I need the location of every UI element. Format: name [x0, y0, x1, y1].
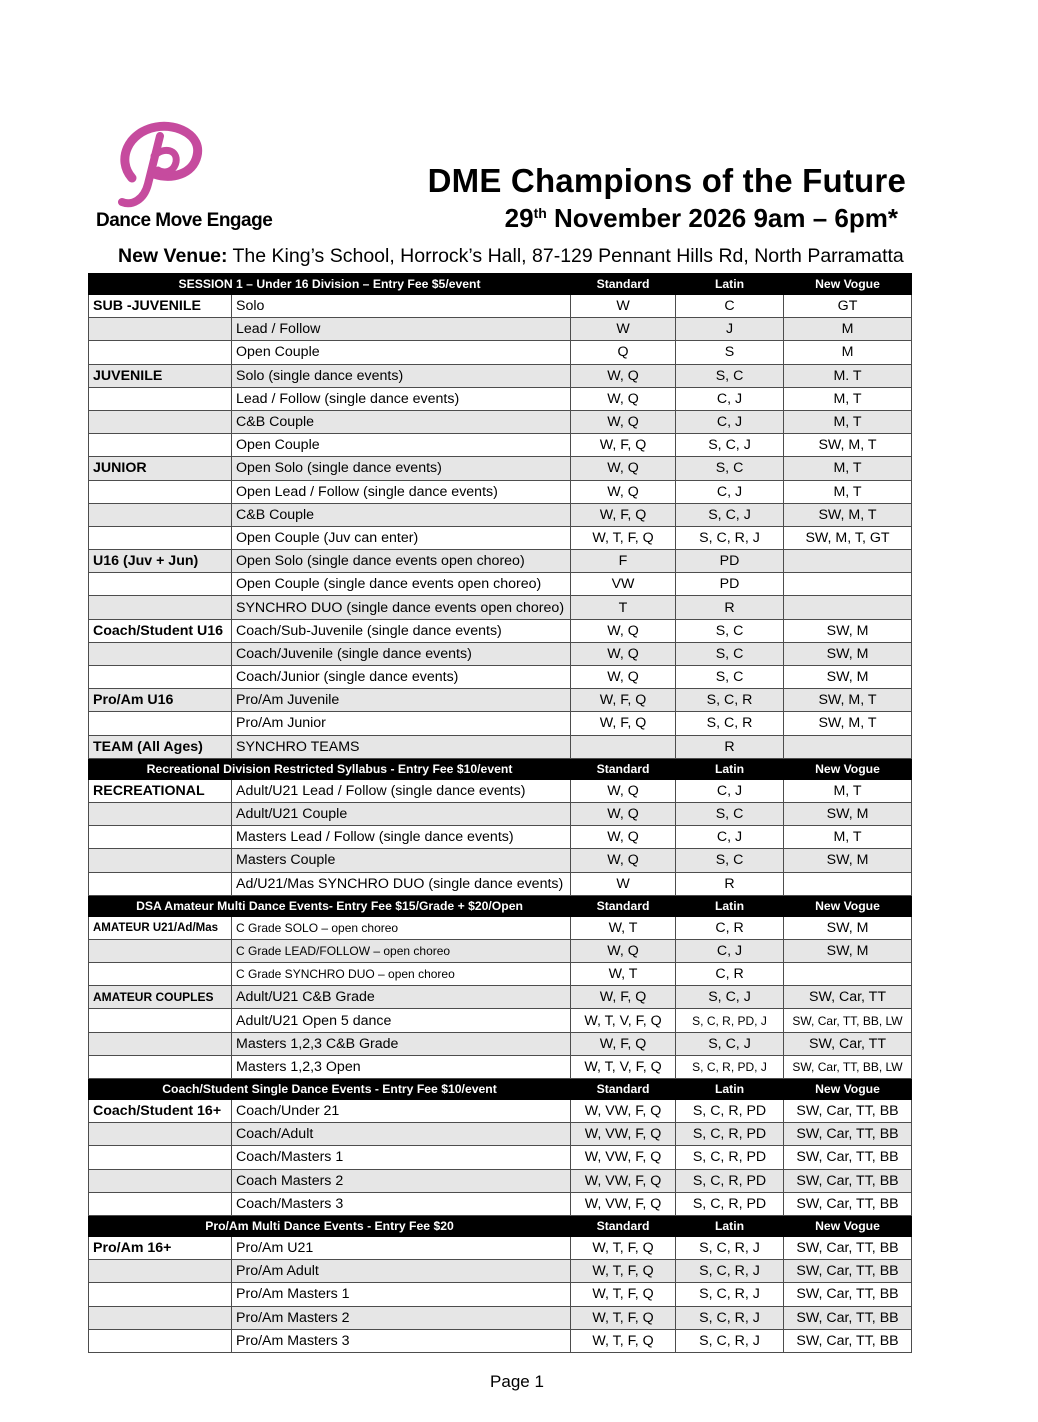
category-cell: Pro/Am U16 [89, 689, 232, 712]
standard-cell: W, Q [571, 826, 676, 849]
event-cell: C Grade SOLO – open choreo [232, 916, 571, 939]
new-vogue-cell: M [784, 341, 912, 364]
latin-cell: S, C [676, 457, 784, 480]
table-row [89, 480, 912, 503]
table-row [89, 364, 912, 387]
dme-logo-icon [110, 120, 214, 210]
standard-cell: W [571, 318, 676, 341]
standard-cell: W, Q [571, 849, 676, 872]
new-vogue-cell: SW, Car, TT, BB [784, 1236, 912, 1259]
table-row [89, 503, 912, 526]
event-cell: Open Couple [232, 434, 571, 457]
event-cell: Lead / Follow [232, 318, 571, 341]
new-vogue-cell: SW, M [784, 619, 912, 642]
new-vogue-cell: SW, M, T [784, 689, 912, 712]
column-header: Standard [571, 274, 676, 295]
event-cell: Coach/Junior (single dance events) [232, 666, 571, 689]
category-cell: U16 (Juv + Jun) [89, 550, 232, 573]
latin-cell: S, C [676, 642, 784, 665]
table-row [89, 1009, 912, 1032]
latin-cell: S, C, R, J [676, 526, 784, 549]
table-row [89, 1146, 912, 1169]
standard-cell: W, Q [571, 666, 676, 689]
category-cell: Coach/Student U16 [89, 619, 232, 642]
category-cell [89, 849, 232, 872]
table-row [89, 387, 912, 410]
new-vogue-cell: M [784, 318, 912, 341]
table-row [89, 826, 912, 849]
standard-cell: W, VW, F, Q [571, 1100, 676, 1123]
category-cell [89, 1192, 232, 1215]
table-row [89, 939, 912, 962]
event-cell: Lead / Follow (single dance events) [232, 387, 571, 410]
event-cell: Masters 1,2,3 C&B Grade [232, 1032, 571, 1055]
new-vogue-cell: SW, Car, TT, BB [784, 1260, 912, 1283]
event-cell: Open Solo (single dance events) [232, 457, 571, 480]
new-vogue-cell: SW, Car, TT [784, 1032, 912, 1055]
table-row [89, 916, 912, 939]
latin-cell: C, J [676, 410, 784, 433]
category-cell [89, 341, 232, 364]
section-title: SESSION 1 – Under 16 Division – Entry Fee $5/event [89, 274, 571, 295]
category-cell [89, 939, 232, 962]
new-vogue-cell: SW, Car, TT, BB [784, 1306, 912, 1329]
table-row [89, 295, 912, 318]
latin-cell: S, C, R, PD, J [676, 1055, 784, 1078]
standard-cell: W, F, Q [571, 1032, 676, 1055]
category-cell [89, 480, 232, 503]
event-cell: Coach/Under 21 [232, 1100, 571, 1123]
logo-text: Dance Move Engage [96, 210, 273, 231]
column-header: New Vogue [784, 895, 912, 916]
new-vogue-cell: M, T [784, 387, 912, 410]
table-row [89, 963, 912, 986]
table-row [89, 410, 912, 433]
event-cell: Pro/Am Masters 2 [232, 1306, 571, 1329]
table-row [89, 802, 912, 825]
table-row [89, 573, 912, 596]
new-vogue-cell: M, T [784, 826, 912, 849]
column-header: New Vogue [784, 758, 912, 779]
page-number: Page 1 [490, 1372, 544, 1391]
column-header: New Vogue [784, 274, 912, 295]
event-cell: Open Couple [232, 341, 571, 364]
category-cell [89, 1169, 232, 1192]
column-header: Latin [676, 895, 784, 916]
latin-cell: J [676, 318, 784, 341]
table-row [89, 1100, 912, 1123]
standard-cell: W [571, 295, 676, 318]
latin-cell: S, C, R, J [676, 1260, 784, 1283]
category-cell [89, 1009, 232, 1032]
category-cell [89, 410, 232, 433]
column-header: Latin [676, 274, 784, 295]
standard-cell: W, F, Q [571, 986, 676, 1009]
standard-cell: W, VW, F, Q [571, 1169, 676, 1192]
table-row [89, 872, 912, 895]
category-cell [89, 1123, 232, 1146]
standard-cell: W, Q [571, 364, 676, 387]
new-vogue-cell: SW, Car, TT, BB [784, 1329, 912, 1352]
table-row [89, 642, 912, 665]
category-cell [89, 642, 232, 665]
category-cell [89, 666, 232, 689]
table-row [89, 526, 912, 549]
category-cell [89, 503, 232, 526]
venue-line [118, 245, 904, 268]
new-vogue-cell: SW, Car, TT [784, 986, 912, 1009]
latin-cell: S, C, R, PD [676, 1146, 784, 1169]
date-day: 29 [504, 203, 534, 233]
standard-cell: W, Q [571, 457, 676, 480]
category-cell: AMATEUR U21/Ad/Mas [89, 916, 232, 939]
latin-cell: C, J [676, 939, 784, 962]
latin-cell: R [676, 596, 784, 619]
new-vogue-cell: SW, M, T, GT [784, 526, 912, 549]
standard-cell: W, F, Q [571, 689, 676, 712]
venue-text: The King’s School, Horrock’s Hall, 87-129 Pennant Hills Rd, North Parramatta [227, 245, 904, 267]
standard-cell: W, T, V, F, Q [571, 1055, 676, 1078]
table-row [89, 1123, 912, 1146]
category-cell [89, 872, 232, 895]
table-row [89, 1306, 912, 1329]
new-vogue-cell: M, T [784, 480, 912, 503]
table-row [89, 341, 912, 364]
standard-cell: W, VW, F, Q [571, 1146, 676, 1169]
standard-cell: W, T, F, Q [571, 1260, 676, 1283]
latin-cell: PD [676, 550, 784, 573]
new-vogue-cell: SW, M [784, 939, 912, 962]
event-cell: Pro/Am Juvenile [232, 689, 571, 712]
standard-cell: W, T, F, Q [571, 1236, 676, 1259]
category-cell: JUNIOR [89, 457, 232, 480]
table-row [89, 712, 912, 735]
standard-cell: W, Q [571, 779, 676, 802]
category-cell [89, 963, 232, 986]
new-vogue-cell: SW, M, T [784, 712, 912, 735]
standard-cell: W, T, F, Q [571, 1306, 676, 1329]
event-cell: Open Couple (single dance events open choreo) [232, 573, 571, 596]
new-vogue-cell: GT [784, 295, 912, 318]
event-cell: Coach/Juvenile (single dance events) [232, 642, 571, 665]
table-row [89, 1236, 912, 1259]
event-cell: Open Couple (Juv can enter) [232, 526, 571, 549]
category-cell [89, 1283, 232, 1306]
table-row [89, 1283, 912, 1306]
new-vogue-cell: M. T [784, 364, 912, 387]
event-cell: Solo [232, 295, 571, 318]
section-title: Coach/Student Single Dance Events - Entry Fee $10/event [89, 1079, 571, 1100]
standard-cell: W, T [571, 963, 676, 986]
latin-cell: S, C, J [676, 1032, 784, 1055]
event-cell: Adult/U21 Couple [232, 802, 571, 825]
new-vogue-cell: M, T [784, 457, 912, 480]
new-vogue-cell: SW, M [784, 916, 912, 939]
category-cell: Pro/Am 16+ [89, 1236, 232, 1259]
category-cell [89, 1260, 232, 1283]
new-vogue-cell [784, 735, 912, 758]
standard-cell: W, VW, F, Q [571, 1192, 676, 1215]
date-rest: November 2026 9am – 6pm* [546, 203, 898, 233]
new-vogue-cell: M, T [784, 410, 912, 433]
schedule-table [88, 273, 912, 1353]
new-vogue-cell: SW, Car, TT, BB, LW [784, 1055, 912, 1078]
category-cell: SUB -JUVENILE [89, 295, 232, 318]
event-cell: Coach/Masters 3 [232, 1192, 571, 1215]
latin-cell: C, J [676, 826, 784, 849]
event-cell: Coach/Adult [232, 1123, 571, 1146]
new-vogue-cell [784, 573, 912, 596]
table-row [89, 318, 912, 341]
standard-cell: W, Q [571, 939, 676, 962]
category-cell [89, 1306, 232, 1329]
column-header: New Vogue [784, 1215, 912, 1236]
event-cell: Solo (single dance events) [232, 364, 571, 387]
standard-cell: W, T [571, 916, 676, 939]
standard-cell [571, 735, 676, 758]
standard-cell: W, VW, F, Q [571, 1123, 676, 1146]
standard-cell: W, T, F, Q [571, 1283, 676, 1306]
event-cell: Pro/Am Masters 3 [232, 1329, 571, 1352]
new-vogue-cell [784, 550, 912, 573]
latin-cell: S, C, R, PD [676, 1169, 784, 1192]
section-title: Pro/Am Multi Dance Events - Entry Fee $20 [89, 1215, 571, 1236]
table-row [89, 986, 912, 1009]
new-vogue-cell: SW, M [784, 849, 912, 872]
new-vogue-cell [784, 963, 912, 986]
latin-cell: S [676, 341, 784, 364]
event-cell: Masters 1,2,3 Open [232, 1055, 571, 1078]
latin-cell: S, C, R, J [676, 1283, 784, 1306]
column-header: Standard [571, 1215, 676, 1236]
table-row [89, 596, 912, 619]
table-row [89, 457, 912, 480]
new-vogue-cell: SW, Car, TT, BB [784, 1123, 912, 1146]
latin-cell: C, R [676, 916, 784, 939]
category-cell [89, 318, 232, 341]
event-cell: Ad/U21/Mas SYNCHRO DUO (single dance events) [232, 872, 571, 895]
standard-cell: W, Q [571, 619, 676, 642]
latin-cell: S, C, R, PD [676, 1100, 784, 1123]
table-row [89, 1192, 912, 1215]
event-cell: Masters Couple [232, 849, 571, 872]
latin-cell: S, C, R, J [676, 1236, 784, 1259]
latin-cell: S, C, J [676, 986, 784, 1009]
event-cell: Pro/Am Junior [232, 712, 571, 735]
standard-cell: W, F, Q [571, 434, 676, 457]
event-cell: Coach/Masters 1 [232, 1146, 571, 1169]
latin-cell: S, C [676, 364, 784, 387]
standard-cell: W, Q [571, 410, 676, 433]
new-vogue-cell [784, 596, 912, 619]
category-cell [89, 712, 232, 735]
category-cell [89, 1329, 232, 1352]
standard-cell: W, Q [571, 802, 676, 825]
column-header: Standard [571, 895, 676, 916]
event-cell: C Grade SYNCHRO DUO – open choreo [232, 963, 571, 986]
category-cell [89, 573, 232, 596]
table-row [89, 779, 912, 802]
category-cell [89, 434, 232, 457]
column-header: Latin [676, 758, 784, 779]
column-header: Latin [676, 1079, 784, 1100]
event-cell: Adult/U21 Lead / Follow (single dance events) [232, 779, 571, 802]
column-header: Standard [571, 758, 676, 779]
table-row [89, 550, 912, 573]
latin-cell: S, C, R [676, 689, 784, 712]
latin-cell: R [676, 872, 784, 895]
latin-cell: S, C, R, PD [676, 1192, 784, 1215]
new-vogue-cell: SW, Car, TT, BB [784, 1146, 912, 1169]
event-cell: Open Lead / Follow (single dance events) [232, 480, 571, 503]
page-title: DME Champions of the Future [427, 162, 906, 199]
standard-cell: W, T, V, F, Q [571, 1009, 676, 1032]
new-vogue-cell [784, 872, 912, 895]
section-header [89, 1079, 912, 1100]
new-vogue-cell: SW, Car, TT, BB [784, 1192, 912, 1215]
event-cell: Coach Masters 2 [232, 1169, 571, 1192]
latin-cell: S, C [676, 666, 784, 689]
table-row [89, 849, 912, 872]
event-cell: SYNCHRO DUO (single dance events open choreo) [232, 596, 571, 619]
event-cell: Pro/Am Masters 1 [232, 1283, 571, 1306]
section-header [89, 895, 912, 916]
event-cell: Pro/Am Adult [232, 1260, 571, 1283]
standard-cell: T [571, 596, 676, 619]
schedule-body [89, 274, 912, 1353]
column-header: Latin [676, 1215, 784, 1236]
standard-cell: W, F, Q [571, 712, 676, 735]
latin-cell: S, C, R, PD, J [676, 1009, 784, 1032]
section-title: DSA Amateur Multi Dance Events- Entry Fee $15/Grade + $20/Open [89, 895, 571, 916]
new-vogue-cell: SW, M [784, 642, 912, 665]
latin-cell: S, C, R, J [676, 1306, 784, 1329]
category-cell [89, 826, 232, 849]
table-row [89, 1260, 912, 1283]
standard-cell: W, T, F, Q [571, 1329, 676, 1352]
standard-cell: W, Q [571, 480, 676, 503]
new-vogue-cell: SW, Car, TT, BB [784, 1169, 912, 1192]
column-header: New Vogue [784, 1079, 912, 1100]
latin-cell: C, R [676, 963, 784, 986]
latin-cell: C, J [676, 779, 784, 802]
event-cell: Adult/U21 Open 5 dance [232, 1009, 571, 1032]
event-date [505, 203, 898, 234]
latin-cell: C [676, 295, 784, 318]
table-row [89, 1329, 912, 1352]
category-cell [89, 596, 232, 619]
venue-label: New Venue: [118, 245, 228, 267]
event-cell: C Grade LEAD/FOLLOW – open choreo [232, 939, 571, 962]
standard-cell: Q [571, 341, 676, 364]
table-row [89, 434, 912, 457]
new-vogue-cell: SW, M [784, 666, 912, 689]
table-row [89, 1169, 912, 1192]
latin-cell: C, J [676, 387, 784, 410]
standard-cell: W, F, Q [571, 503, 676, 526]
category-cell [89, 802, 232, 825]
new-vogue-cell: SW, Car, TT, BB [784, 1283, 912, 1306]
event-cell: Pro/Am U21 [232, 1236, 571, 1259]
event-cell: Adult/U21 C&B Grade [232, 986, 571, 1009]
category-cell [89, 526, 232, 549]
event-cell: Coach/Sub-Juvenile (single dance events) [232, 619, 571, 642]
standard-cell: F [571, 550, 676, 573]
new-vogue-cell: SW, Car, TT, BB [784, 1100, 912, 1123]
new-vogue-cell: M, T [784, 779, 912, 802]
section-header [89, 274, 912, 295]
standard-cell: VW [571, 573, 676, 596]
latin-cell: C, J [676, 480, 784, 503]
event-cell: C&B Couple [232, 410, 571, 433]
section-title: Recreational Division Restricted Syllabus - Entry Fee $10/event [89, 758, 571, 779]
date-suffix: th [533, 205, 547, 221]
table-row [89, 689, 912, 712]
new-vogue-cell: SW, M, T [784, 434, 912, 457]
table-row [89, 735, 912, 758]
latin-cell: S, C [676, 802, 784, 825]
latin-cell: S, C, J [676, 503, 784, 526]
new-vogue-cell: SW, M [784, 802, 912, 825]
section-header [89, 758, 912, 779]
latin-cell: S, C [676, 849, 784, 872]
table-row [89, 619, 912, 642]
event-cell: SYNCHRO TEAMS [232, 735, 571, 758]
category-cell [89, 387, 232, 410]
standard-cell: W, T, F, Q [571, 526, 676, 549]
column-header: Standard [571, 1079, 676, 1100]
category-cell: JUVENILE [89, 364, 232, 387]
standard-cell: W [571, 872, 676, 895]
event-cell: Masters Lead / Follow (single dance events) [232, 826, 571, 849]
dme-logo [92, 120, 273, 238]
latin-cell: R [676, 735, 784, 758]
event-cell: Open Solo (single dance events open choreo) [232, 550, 571, 573]
table-row [89, 666, 912, 689]
latin-cell: PD [676, 573, 784, 596]
new-vogue-cell: SW, M, T [784, 503, 912, 526]
category-cell: TEAM (All Ages) [89, 735, 232, 758]
category-cell [89, 1146, 232, 1169]
category-cell [89, 1032, 232, 1055]
category-cell [89, 1055, 232, 1078]
latin-cell: S, C [676, 619, 784, 642]
latin-cell: S, C, J [676, 434, 784, 457]
category-cell: AMATEUR COUPLES [89, 986, 232, 1009]
category-cell: Coach/Student 16+ [89, 1100, 232, 1123]
section-header [89, 1215, 912, 1236]
standard-cell: W, Q [571, 387, 676, 410]
new-vogue-cell: SW, Car, TT, BB, LW [784, 1009, 912, 1032]
table-row [89, 1032, 912, 1055]
latin-cell: S, C, R, PD [676, 1123, 784, 1146]
category-cell: RECREATIONAL [89, 779, 232, 802]
event-cell: C&B Couple [232, 503, 571, 526]
standard-cell: W, Q [571, 642, 676, 665]
latin-cell: S, C, R [676, 712, 784, 735]
table-row [89, 1055, 912, 1078]
latin-cell: S, C, R, J [676, 1329, 784, 1352]
